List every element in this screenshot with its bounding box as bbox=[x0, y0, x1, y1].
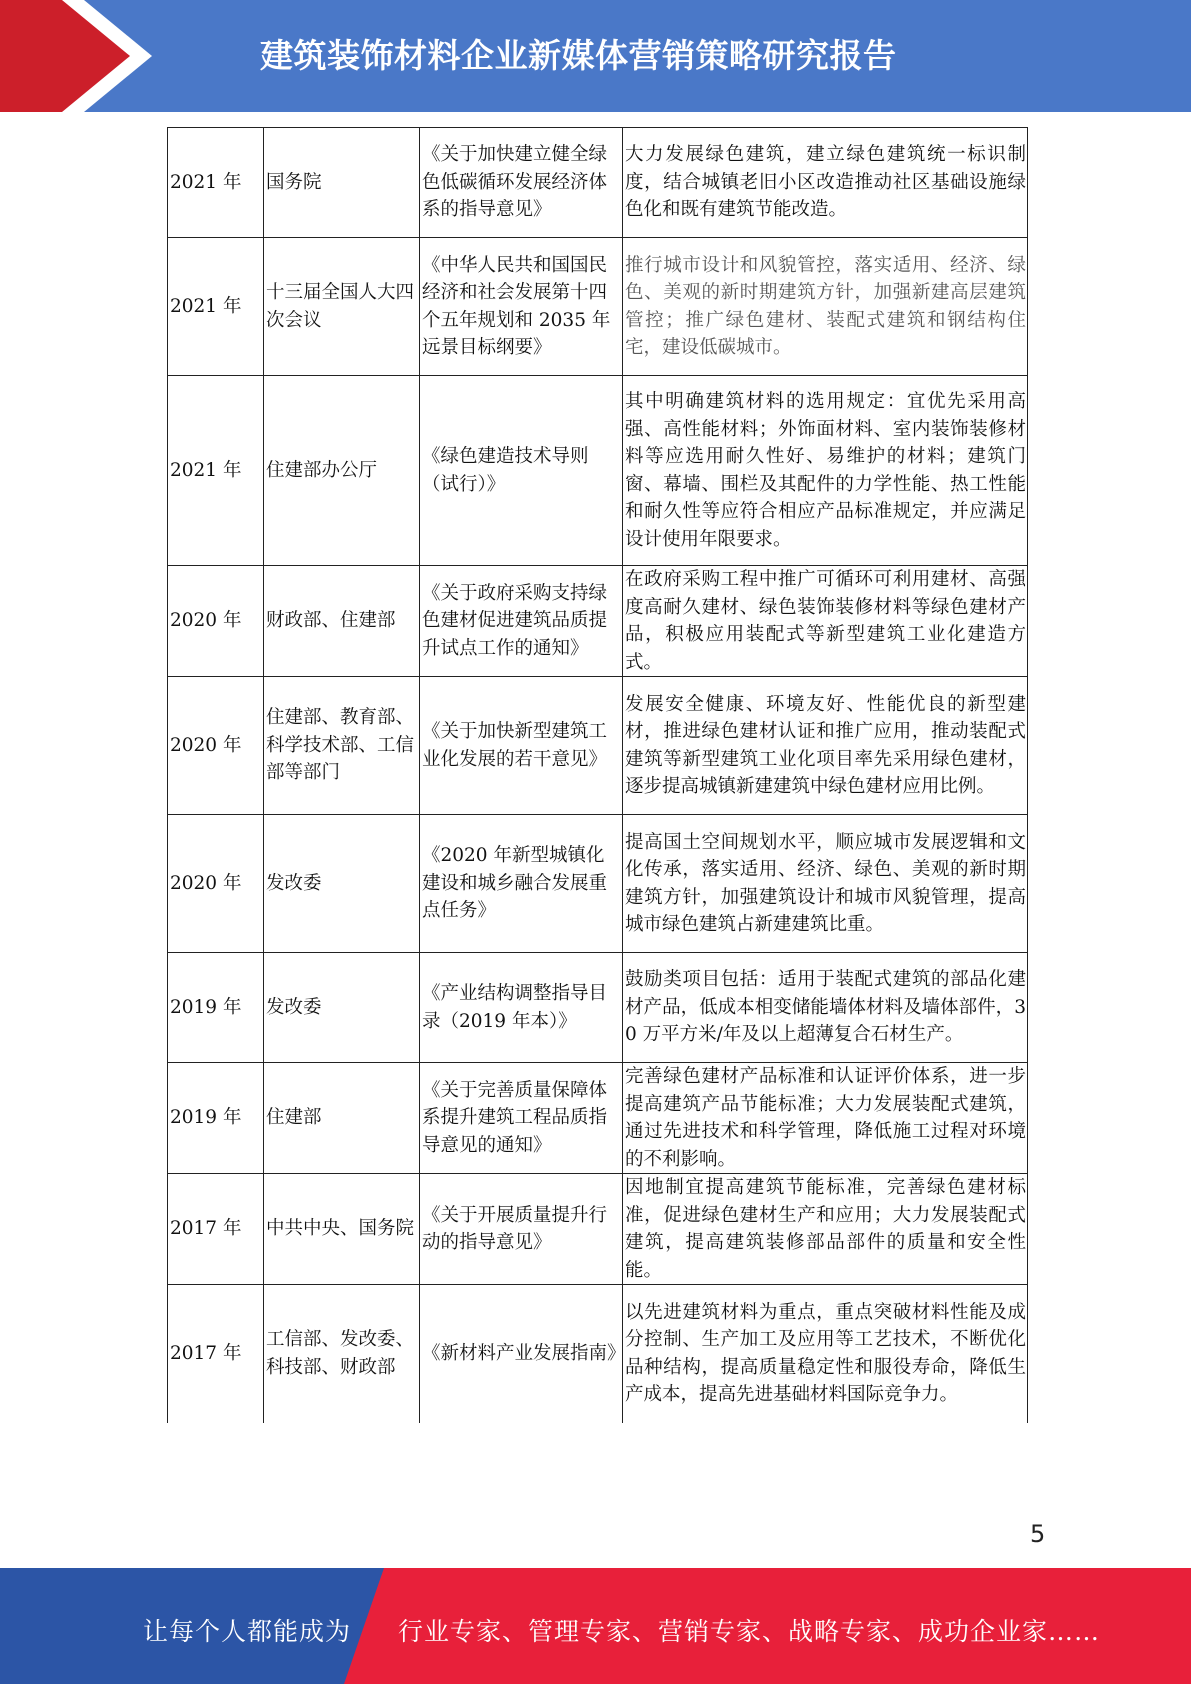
policy-title-cell: 《关于完善质量保障体系提升建筑工程品质指导意见的通知》 bbox=[420, 1063, 623, 1174]
table-row bbox=[168, 128, 1028, 238]
issuer-cell: 工信部、发改委、科技部、财政部 bbox=[264, 1285, 420, 1423]
year-cell: 2021 年 bbox=[168, 128, 264, 238]
report-title: 建筑装饰材料企业新媒体营销策略研究报告 bbox=[260, 36, 897, 75]
year-cell: 2020 年 bbox=[168, 815, 264, 953]
issuer-cell: 住建部、教育部、科学技术部、工信部等部门 bbox=[264, 677, 420, 815]
year-cell: 2020 年 bbox=[168, 566, 264, 677]
policy-title-cell: 《2020 年新型城镇化建设和城乡融合发展重点任务》 bbox=[420, 815, 623, 953]
policy-title-cell: 《关于开展质量提升行动的指导意见》 bbox=[420, 1174, 623, 1285]
issuer-cell: 中共中央、国务院 bbox=[264, 1174, 420, 1285]
table-row bbox=[168, 376, 1028, 566]
issuer-cell: 住建部 bbox=[264, 1063, 420, 1174]
policy-content-cell: 鼓励类项目包括：适用于装配式建筑的部品化建材产品，低成本相变储能墙体材料及墙体部件，30 万平方米/年及以上超薄复合石材生产。 bbox=[623, 953, 1028, 1063]
table-row bbox=[168, 1174, 1028, 1285]
policy-content-cell: 推行城市设计和风貌管控，落实适用、经济、绿色、美观的新时期建筑方针，加强新建高层建筑管控；推广绿色建材、装配式建筑和钢结构住宅，建设低碳城市。 bbox=[623, 238, 1028, 376]
year-cell: 2020 年 bbox=[168, 677, 264, 815]
policy-content-cell: 发展安全健康、环境友好、性能优良的新型建材，推进绿色建材认证和推广应用，推动装配式建筑等新型建筑工业化项目率先采用绿色建材，逐步提高城镇新建建筑中绿色建材应用比例。 bbox=[623, 677, 1028, 815]
issuer-cell: 发改委 bbox=[264, 953, 420, 1063]
year-cell: 2017 年 bbox=[168, 1285, 264, 1423]
policy-content-cell: 因地制宜提高建筑节能标准，完善绿色建材标准，促进绿色建材生产和应用；大力发展装配式建筑，提高建筑装修部品部件的质量和安全性能。 bbox=[623, 1174, 1028, 1285]
table-row bbox=[168, 1285, 1028, 1423]
table-row bbox=[168, 677, 1028, 815]
issuer-cell: 发改委 bbox=[264, 815, 420, 953]
policy-content-cell: 在政府采购工程中推广可循环可利用建材、高强度高耐久建材、绿色装饰装修材料等绿色建材产品，积极应用装配式等新型建筑工业化建造方式。 bbox=[623, 566, 1028, 677]
policy-content-cell: 大力发展绿色建筑，建立绿色建筑统一标识制度，结合城镇老旧小区改造推动社区基础设施绿色化和既有建筑节能改造。 bbox=[623, 128, 1028, 238]
policy-table bbox=[167, 127, 1028, 1423]
table-row bbox=[168, 238, 1028, 376]
policy-content-cell: 以先进建筑材料为重点，重点突破材料性能及成分控制、生产加工及应用等工艺技术，不断优化品种结构，提高质量稳定性和服役寿命，降低生产成本，提高先进基础材料国际竞争力。 bbox=[623, 1285, 1028, 1423]
table-row bbox=[168, 1063, 1028, 1174]
policy-title-cell: 《关于政府采购支持绿色建材促进建筑品质提升试点工作的通知》 bbox=[420, 566, 623, 677]
table-row bbox=[168, 953, 1028, 1063]
policy-content-cell: 提高国土空间规划水平，顺应城市发展逻辑和文化传承，落实适用、经济、绿色、美观的新时期建筑方针，加强建筑设计和城市风貌管理，提高城市绿色建筑占新建建筑比重。 bbox=[623, 815, 1028, 953]
policy-title-cell: 《中华人民共和国国民经济和社会发展第十四个五年规划和 2035 年远景目标纲要》 bbox=[420, 238, 623, 376]
year-cell: 2021 年 bbox=[168, 238, 264, 376]
policy-content-cell: 其中明确建筑材料的选用规定：宜优先采用高强、高性能材料；外饰面材料、室内装饰装修材料等应选用耐久性好、易维护的材料；建筑门窗、幕墙、围栏及其配件的力学性能、热工性能和耐久性等应符合相应产品标准规定，并应满足设计使用年限要求。 bbox=[623, 376, 1028, 566]
policy-title-cell: 《关于加快新型建筑工业化发展的若干意见》 bbox=[420, 677, 623, 815]
policy-title-cell: 《产业结构调整指导目录（2019 年本）》 bbox=[420, 953, 623, 1063]
policy-title-cell: 《新材料产业发展指南》 bbox=[420, 1285, 623, 1423]
policy-title-cell: 《绿色建造技术导则（试行）》 bbox=[420, 376, 623, 566]
policy-content-cell: 完善绿色建材产品标准和认证评价体系，进一步提高建筑产品节能标准；大力发展装配式建筑，通过先进技术和科学管理，降低施工过程对环境的不利影响。 bbox=[623, 1063, 1028, 1174]
year-cell: 2019 年 bbox=[168, 953, 264, 1063]
policy-title-cell: 《关于加快建立健全绿色低碳循环发展经济体系的指导意见》 bbox=[420, 128, 623, 238]
year-cell: 2017 年 bbox=[168, 1174, 264, 1285]
issuer-cell: 住建部办公厅 bbox=[264, 376, 420, 566]
page-number: 5 bbox=[1030, 1520, 1046, 1548]
year-cell: 2019 年 bbox=[168, 1063, 264, 1174]
issuer-cell: 国务院 bbox=[264, 128, 420, 238]
year-cell: 2021 年 bbox=[168, 376, 264, 566]
footer-slogan-right: 行业专家、管理专家、营销专家、战略专家、成功企业家…… bbox=[398, 1617, 1101, 1646]
footer-slogan-left: 让每个人都能成为 bbox=[143, 1617, 352, 1646]
table-row bbox=[168, 815, 1028, 953]
issuer-cell: 财政部、住建部 bbox=[264, 566, 420, 677]
table-row bbox=[168, 566, 1028, 677]
issuer-cell: 十三届全国人大四次会议 bbox=[264, 238, 420, 376]
header-bar bbox=[0, 0, 1191, 112]
header-arrow-decoration bbox=[0, 0, 160, 112]
